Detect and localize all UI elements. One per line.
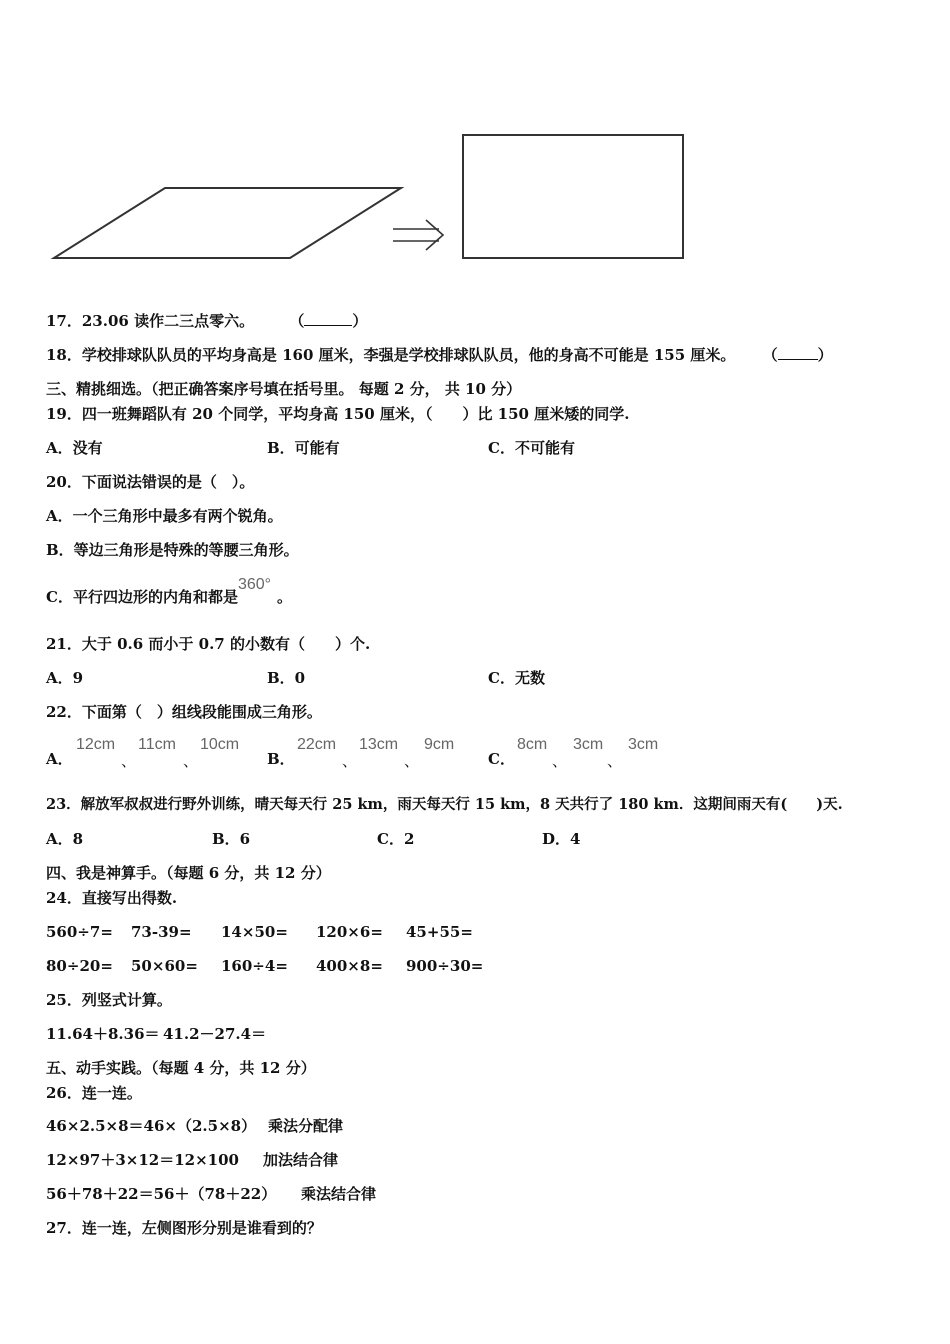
arrow-icon — [393, 220, 443, 250]
matching-expression[interactable]: 56＋78＋22＝56＋（78＋22） — [46, 1185, 277, 1203]
calc-item: 45+55= — [406, 923, 473, 941]
segment-length: 12cm — [76, 736, 116, 753]
matching-law[interactable]: 乘法结合律 — [301, 1185, 377, 1203]
answer-blank[interactable] — [778, 359, 818, 360]
section-5-title: 五、动手实践。（每题 4 分，共 12 分） — [46, 1059, 316, 1077]
question-23: 23．解放军叔叔进行野外训练，晴天每天行 25 km，雨天每天行 15 km，8 天共行了 180 km．这期间雨天有( )天. — [46, 796, 843, 813]
matching-law[interactable]: 乘法分配律 — [268, 1117, 344, 1135]
calc-item: 160÷4= — [221, 957, 288, 975]
angle-value: 360° — [237, 576, 272, 593]
question-18: 18．学校排球队队员的平均身高是 160 厘米，李强是学校排球队队员，他的身高不可能是 155 厘米。 （ ） — [46, 346, 833, 364]
q19-option-b[interactable]: B．可能有 — [267, 439, 340, 457]
q23-option-c[interactable]: C．2 — [377, 830, 415, 848]
q21-option-a[interactable]: A．9 — [46, 669, 84, 687]
segment-length: 9cm — [424, 736, 455, 753]
calc-item: 560÷7= — [46, 923, 113, 941]
section-3-title: 三、精挑细选。（把正确答案序号填在括号里。 每题 2 分， 共 10 分） — [46, 380, 522, 398]
question-26: 26．连一连。 — [46, 1084, 142, 1102]
segment-length: 3cm — [628, 736, 659, 753]
question-25: 25．列竖式计算。 — [46, 991, 172, 1009]
q21-option-b[interactable]: B．0 — [267, 669, 306, 687]
q20-option-b[interactable]: B．等边三角形是特殊的等腰三角形。 — [46, 541, 299, 559]
matching-expression[interactable]: 46×2.5×8＝46×（2.5×8） — [46, 1117, 257, 1135]
answer-blank[interactable] — [304, 325, 352, 326]
segment-length: 22cm — [297, 736, 337, 753]
q23-option-b[interactable]: B．6 — [212, 830, 251, 848]
matching-expression[interactable]: 12×97＋3×12＝12×100 — [46, 1151, 239, 1169]
q23-option-d[interactable]: D．4 — [542, 830, 581, 848]
q19-option-c[interactable]: C．不可能有 — [488, 439, 575, 457]
calc-item: 120×6= — [316, 923, 383, 941]
segment-length: 13cm — [359, 736, 399, 753]
parallelogram-shape — [54, 188, 401, 258]
calc-item: 50×60= — [131, 957, 198, 975]
segment-length: 8cm — [517, 736, 548, 753]
segment-length: 3cm — [573, 736, 604, 753]
vertical-calc-item: 41.2－27.4＝ — [163, 1025, 267, 1043]
q21-option-c[interactable]: C．无数 — [488, 669, 545, 687]
shape-transform-figure — [0, 0, 950, 300]
rectangle-shape — [463, 135, 683, 258]
question-27: 27．连一连，左侧图形分别是谁看到的？ — [46, 1219, 322, 1237]
vertical-calc-item: 11.64＋8.36＝ — [46, 1025, 160, 1043]
question-20: 20．下面说法错误的是（ ）。 — [46, 473, 255, 491]
section-4-title: 四、我是神算手。（每题 6 分，共 12 分） — [46, 864, 331, 882]
q19-option-a[interactable]: A．没有 — [46, 439, 103, 457]
matching-law[interactable]: 加法结合律 — [263, 1151, 339, 1169]
question-22: 22．下面第（ ）组线段能围成三角形。 — [46, 703, 322, 721]
q23-option-a[interactable]: A．8 — [46, 830, 84, 848]
question-17: 17．23.06 读作二三点零六。 （ ） — [46, 312, 368, 330]
question-21: 21．大于 0.6 而小于 0.7 的小数有（ ）个. — [46, 635, 371, 653]
calc-item: 900÷30= — [406, 957, 484, 975]
question-24: 24．直接写出得数. — [46, 889, 178, 907]
q20-option-c[interactable]: C．平行四边形的内角和都是360°。 — [46, 576, 293, 606]
segment-length: 11cm — [138, 736, 176, 753]
calc-item: 73-39= — [131, 923, 192, 941]
segment-length: 10cm — [200, 736, 240, 753]
calc-item: 400×8= — [316, 957, 383, 975]
question-19: 19．四一班舞蹈队有 20 个同学，平均身高 150 厘米，（ ）比 150 厘米矮的同学. — [46, 405, 630, 423]
calc-item: 14×50= — [221, 923, 288, 941]
q20-option-a[interactable]: A．一个三角形中最多有两个锐角。 — [46, 507, 283, 525]
calc-item: 80÷20= — [46, 957, 113, 975]
